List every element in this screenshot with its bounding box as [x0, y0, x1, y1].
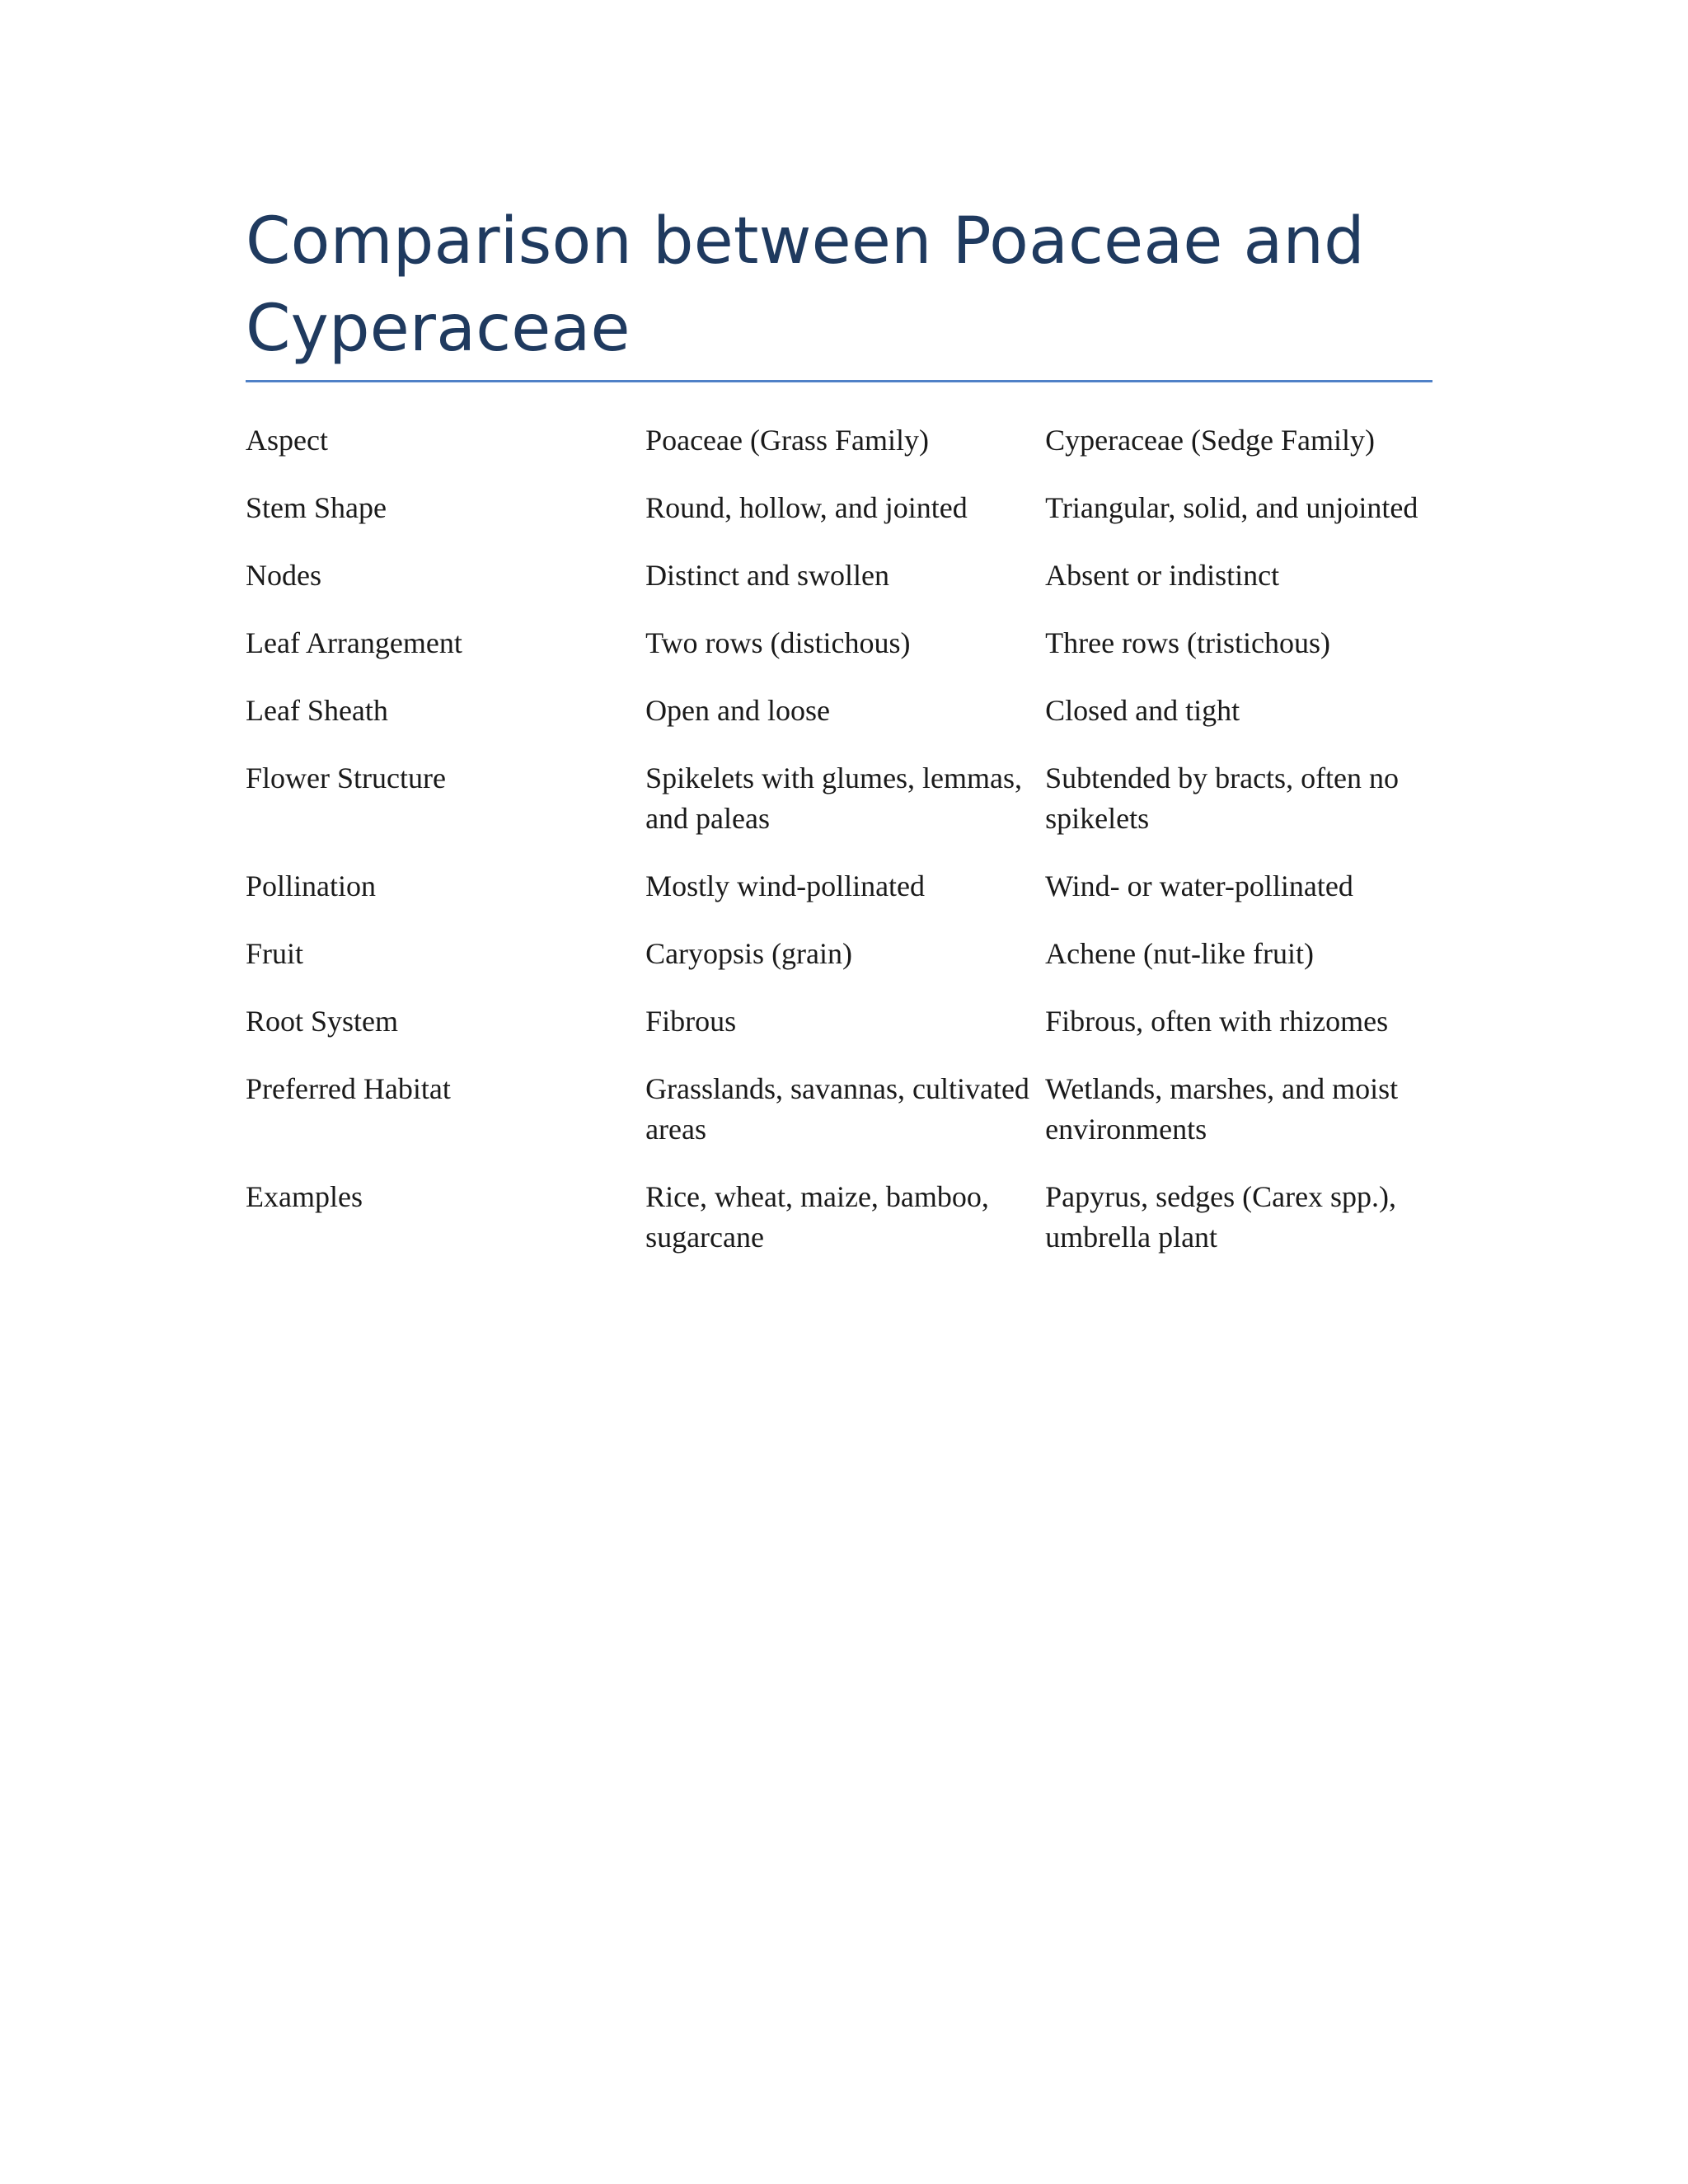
table-row — [246, 1177, 1432, 1285]
table-cell-cyperaceae: Triangular, solid, and unjointed — [1045, 491, 1418, 524]
table-cell-poaceae: Distinct and swollen — [645, 559, 890, 592]
table-cell-cyperaceae: Papyrus, sedges (Carex spp.), umbrella plant — [1045, 1180, 1397, 1254]
table-row — [246, 691, 1432, 758]
table-cell-cyperaceae: Three rows (tristichous) — [1045, 626, 1331, 659]
table-cell-poaceae: Mostly wind-pollinated — [645, 869, 926, 902]
table-row — [246, 1001, 1432, 1069]
table-cell-aspect: Pollination — [246, 869, 377, 902]
table-cell-cyperaceae: Fibrous, often with rhizomes — [1045, 1005, 1389, 1038]
table-row — [246, 934, 1432, 1001]
table-row — [246, 488, 1432, 555]
table-row — [246, 1069, 1432, 1177]
header-cell-poaceae: Poaceae (Grass Family) — [645, 424, 929, 457]
table-cell-cyperaceae: Wetlands, marshes, and moist environments — [1045, 1072, 1399, 1146]
document-title: Comparison between Poaceae and Cyperaceae — [246, 204, 1365, 366]
title-underline — [246, 380, 1432, 382]
table-cell-poaceae: Fibrous — [645, 1005, 737, 1038]
table-cell-aspect: Root System — [246, 1005, 399, 1038]
table-row — [246, 758, 1432, 866]
table-cell-cyperaceae: Closed and tight — [1045, 694, 1240, 727]
table-cell-aspect: Stem Shape — [246, 491, 387, 524]
table-row — [246, 623, 1432, 691]
table-cell-cyperaceae: Subtended by bracts, often no spikelets — [1045, 762, 1400, 835]
table-cell-poaceae: Round, hollow, and jointed — [645, 491, 968, 524]
table-cell-aspect: Fruit — [246, 937, 304, 970]
table-cell-aspect: Examples — [246, 1180, 363, 1213]
table-cell-aspect: Leaf Arrangement — [246, 626, 462, 659]
header-cell-cyperaceae: Cyperaceae (Sedge Family) — [1045, 424, 1375, 457]
table-cell-poaceae: Rice, wheat, maize, bamboo, sugarcane — [645, 1180, 989, 1254]
table-header-row — [246, 420, 1432, 488]
table-cell-aspect: Preferred Habitat — [246, 1072, 451, 1105]
table-row — [246, 866, 1432, 934]
table-cell-poaceae: Grasslands, savannas, cultivated areas — [645, 1072, 1029, 1146]
table-row — [246, 555, 1432, 623]
table-cell-cyperaceae: Absent or indistinct — [1045, 559, 1280, 592]
table-cell-cyperaceae: Achene (nut-like fruit) — [1045, 937, 1314, 970]
table-cell-poaceae: Two rows (distichous) — [645, 626, 911, 659]
table-cell-aspect: Leaf Sheath — [246, 694, 388, 727]
table-cell-poaceae: Open and loose — [645, 694, 831, 727]
table-cell-cyperaceae: Wind- or water-pollinated — [1045, 869, 1353, 902]
table-cell-aspect: Flower Structure — [246, 762, 446, 794]
table-cell-poaceae: Caryopsis (grain) — [645, 937, 853, 970]
table-cell-aspect: Nodes — [246, 559, 321, 592]
comparison-table — [246, 420, 1432, 1285]
table-cell-poaceae: Spikelets with glumes, lemmas, and paleas — [645, 762, 1023, 835]
header-cell-aspect: Aspect — [246, 424, 328, 457]
